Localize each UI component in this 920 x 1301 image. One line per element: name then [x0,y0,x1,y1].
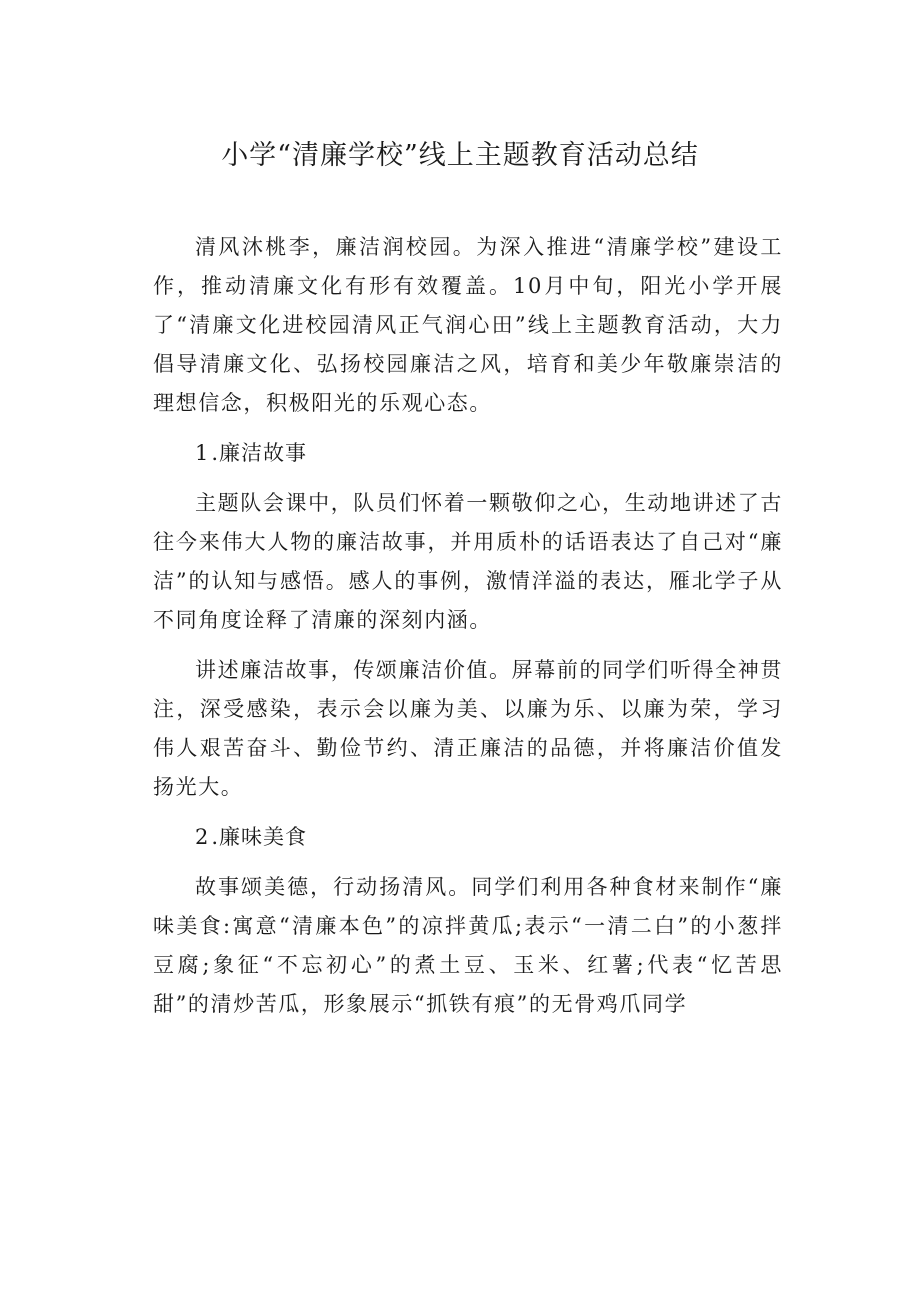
section-heading-text: .廉味美食 [211,825,308,849]
document-body [153,228,783,1035]
section-heading-2 [153,818,783,868]
section-number: 1 [195,441,210,465]
section-heading-1 [153,434,783,484]
document-title: 小学“清廉学校”线上主题教育活动总结 [221,140,699,171]
intro-paragraph: 清风沐桃李，廉洁润校园。为深入推进“清廉学校”建设工作，推动清廉文化有形有效覆盖。10月中旬，阳光小学开展了“清廉文化进校园清风正气润心田”线上主题教育活动，大力倡导清廉文化、弘扬校园廉洁之风，培育和美少年敬廉崇洁的理想信念，积极阳光的乐观心态。 [153,235,783,415]
section-1-paragraph-2: 讲述廉洁故事，传颂廉洁价值。屏幕前的同学们听得全神贯注，深受感染，表示会以廉为美、以廉为乐、以廉为荣，学习伟人艰苦奋斗、勤俭节约、清正廉洁的品德，并将廉洁价值发扬光大。 [153,658,783,799]
section-1-paragraph-1: 主题队会课中，队员们怀着一颗敬仰之心，生动地讲述了古往今来伟大人物的廉洁故事，并用质朴的话语表达了自己对“廉洁”的认知与感悟。感人的事例，激情洋溢的表达，雁北学子从不同角度诠释了清廉的深刻内涵。 [153,491,783,632]
section-number: 2 [195,825,210,849]
section-heading-text: .廉洁故事 [211,441,308,465]
section-2-paragraph-1: 故事颂美德，行动扬清风。同学们利用各种食材来制作“廉味美食:寓意“清廉本色”的凉拌黄瓜;表示“一清二白”的小葱拌豆腐;象征“不忘初心”的煮土豆、玉米、红薯;代表“忆苦思甜”的清炒苦瓜，形象展示“抓铁有痕”的无骨鸡爪同学 [153,875,783,1016]
